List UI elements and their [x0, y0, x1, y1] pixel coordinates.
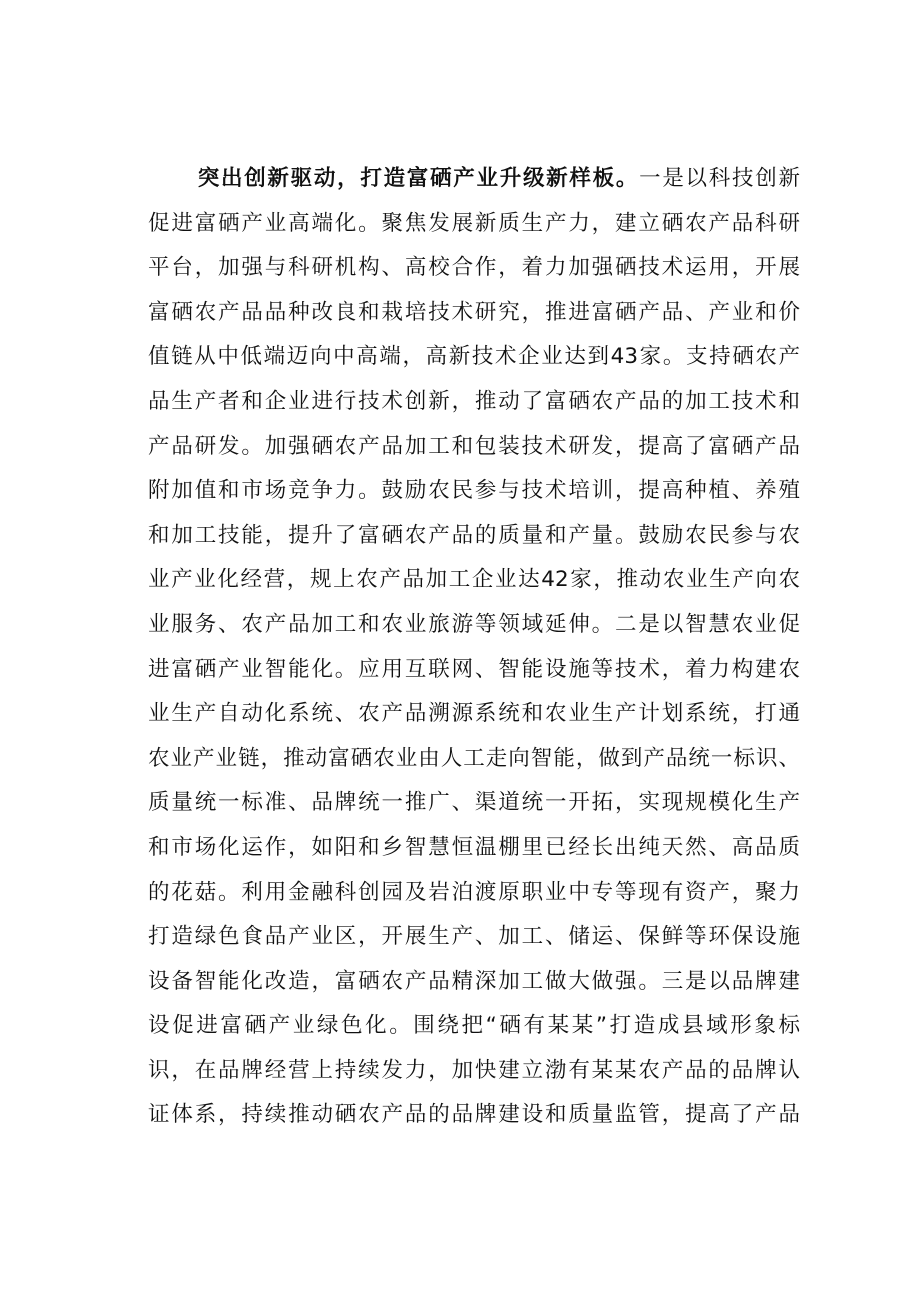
text-line-7: 产品研发。加强硒农产品加工和包装技术研发，提高了富硒产品 — [148, 433, 800, 459]
text-line-18: 打造绿色食品产业区，开展生产、加工、储运、保鲜等环保设施 — [148, 924, 800, 950]
text-line-4: 富硒农产品品种改良和栽培技术研究，推进富硒产品、产业和价 — [148, 299, 800, 325]
text-line-11: 业服务、农产品加工和农业旅游等领域延伸。二是以智慧农业促 — [148, 611, 800, 637]
body-paragraph — [148, 157, 800, 1138]
text-line-21: 识，在品牌经营上持续发力，加快建立渤有某某农产品的品牌认 — [148, 1057, 800, 1083]
text-line-10: 业产业化经营，规上农产品加工企业达42家，推动农业生产向农 — [148, 567, 800, 593]
text-line-19: 设备智能化改造，富硒农产品精深加工做大做强。三是以品牌建 — [148, 968, 800, 994]
text-line-8: 附加值和市场竞争力。鼓励农民参与技术培训，提高种植、养殖 — [148, 478, 800, 504]
text-line-3: 平台，加强与科研机构、高校合作，着力加强硒技术运用，开展 — [148, 255, 800, 281]
text-line-5: 值链从中低端迈向中高端，高新技术企业达到43家。支持硒农产 — [148, 344, 800, 370]
text-line-14: 农业产业链，推动富硒农业由人工走向智能，做到产品统一标识、 — [148, 745, 800, 771]
text-line-13: 业生产自动化系统、农产品溯源系统和农业生产计划系统，打通 — [148, 701, 800, 727]
text-line-22: 证体系，持续推动硒农产品的品牌建设和质量监管，提高了产品 — [148, 1102, 800, 1128]
text-line-6: 品生产者和企业进行技术创新，推动了富硒农产品的加工技术和 — [148, 388, 800, 414]
text-line-1 — [148, 157, 800, 202]
text-line-2: 促进富硒产业高端化。聚焦发展新质生产力，建立硒农产品科研 — [148, 210, 800, 236]
text-line-9: 和加工技能，提升了富硒农产品的质量和产量。鼓励农民参与农 — [148, 522, 800, 548]
text-line-17: 的花菇。利用金融科创园及岩泊渡原职业中专等现有资产，聚力 — [148, 879, 800, 905]
lead-heading: 突出创新驱动，打造富硒产业升级新样板。 — [196, 166, 640, 191]
text-line-15: 质量统一标准、品牌统一推广、渠道统一开拓，实现规模化生产 — [148, 790, 800, 816]
text-line-16: 和市场化运作，如阳和乡智慧恒温棚里已经长出纯天然、高品质 — [148, 834, 800, 860]
text-segment: 一是以科技创新 — [639, 166, 800, 191]
text-line-12: 进富硒产业智能化。应用互联网、智能设施等技术，着力构建农 — [148, 656, 800, 682]
text-line-20: 设促进富硒产业绿色化。围绕把“硒有某某”打造成县域形象标 — [148, 1013, 800, 1039]
